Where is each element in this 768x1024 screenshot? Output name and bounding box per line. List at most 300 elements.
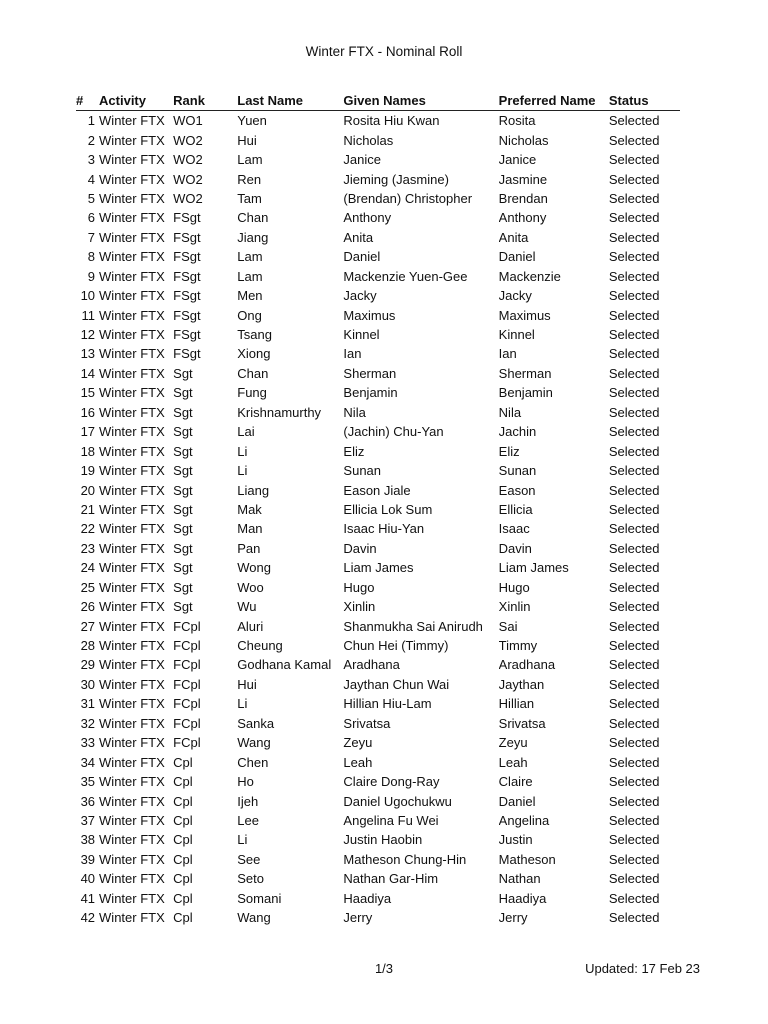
cell-rank: Sgt <box>173 463 193 479</box>
cell-preferred-name: Xinlin <box>498 599 531 615</box>
table-row <box>76 383 680 402</box>
cell-given-names: Eason Jiale <box>343 482 411 498</box>
cell-rank: FSgt <box>173 346 201 362</box>
cell-given-names: Daniel Ugochukwu <box>343 793 452 809</box>
table-row <box>76 772 680 791</box>
table-row <box>76 325 680 344</box>
cell-activity: Winter FTX <box>99 268 165 284</box>
cell-activity: Winter FTX <box>99 851 165 867</box>
cell-given-names: Angelina Fu Wei <box>343 812 439 828</box>
cell-status: Selected <box>608 288 660 304</box>
cell-activity: Winter FTX <box>99 793 165 809</box>
table-row <box>76 578 680 597</box>
table-row <box>76 403 680 422</box>
cell-preferred-name: Hillian <box>498 696 535 712</box>
cell-number: 37 <box>80 812 96 828</box>
cell-activity: Winter FTX <box>99 249 165 265</box>
cell-preferred-name: Davin <box>498 540 532 556</box>
cell-activity: Winter FTX <box>99 560 165 576</box>
cell-number: 32 <box>80 715 96 731</box>
cell-preferred-name: Isaac <box>498 521 530 537</box>
table-row <box>76 344 680 363</box>
cell-rank: FSgt <box>173 268 201 284</box>
cell-activity: Winter FTX <box>99 638 165 654</box>
cell-given-names: Anthony <box>343 210 392 226</box>
table-row <box>76 150 680 169</box>
cell-last-name: Wu <box>237 599 257 615</box>
cell-status: Selected <box>608 307 660 323</box>
cell-activity: Winter FTX <box>99 501 165 517</box>
table-row <box>76 714 680 733</box>
cell-activity: Winter FTX <box>99 327 165 343</box>
cell-activity: Winter FTX <box>99 540 165 556</box>
cell-number: 1 <box>87 113 96 129</box>
cell-number: 30 <box>80 676 96 692</box>
cell-rank: Sgt <box>173 599 193 615</box>
table-row <box>76 675 680 694</box>
cell-activity: Winter FTX <box>99 346 165 362</box>
cell-number: 6 <box>87 210 96 226</box>
page-title: Winter FTX - Nominal Roll <box>305 44 463 59</box>
cell-number: 20 <box>80 482 96 498</box>
cell-rank: Cpl <box>173 871 193 887</box>
column-header-given-names: Given Names <box>343 91 498 111</box>
cell-activity: Winter FTX <box>99 463 165 479</box>
cell-last-name: Fung <box>237 385 267 401</box>
cell-rank: WO2 <box>173 132 203 148</box>
cell-activity: Winter FTX <box>99 443 165 459</box>
table-row <box>76 791 680 810</box>
table-row <box>76 111 680 131</box>
cell-preferred-name: Zeyu <box>498 735 528 751</box>
table-row <box>76 286 680 305</box>
cell-preferred-name: Jacky <box>498 288 532 304</box>
cell-last-name: Somani <box>237 890 282 906</box>
cell-preferred-name: Sai <box>498 618 518 634</box>
table-row <box>76 733 680 752</box>
cell-activity: Winter FTX <box>99 812 165 828</box>
cell-given-names: Matheson Chung-Hin <box>343 851 467 867</box>
cell-given-names: Hugo <box>343 579 375 595</box>
cell-number: 27 <box>80 618 96 634</box>
cell-rank: Sgt <box>173 521 193 537</box>
cell-last-name: Man <box>237 521 263 537</box>
cell-last-name: Lam <box>237 268 263 284</box>
cell-last-name: Wang <box>237 735 271 751</box>
cell-number: 19 <box>80 463 96 479</box>
cell-given-names: Anita <box>343 229 374 245</box>
cell-number: 9 <box>87 268 96 284</box>
cell-given-names: Justin Haobin <box>343 832 423 848</box>
table-row <box>76 480 680 499</box>
cell-last-name: Tsang <box>237 327 272 343</box>
cell-rank: FCpl <box>173 715 201 731</box>
cell-status: Selected <box>608 657 660 673</box>
cell-number: 35 <box>80 774 96 790</box>
cell-last-name: Mak <box>237 501 262 517</box>
cell-given-names: Sherman <box>343 365 397 381</box>
cell-status: Selected <box>608 152 660 168</box>
cell-preferred-name: Kinnel <box>498 327 535 343</box>
cell-activity: Winter FTX <box>99 832 165 848</box>
cell-last-name: Chen <box>237 754 269 770</box>
table-row <box>76 519 680 538</box>
cell-status: Selected <box>608 482 660 498</box>
cell-activity: Winter FTX <box>99 579 165 595</box>
cell-given-names: Zeyu <box>343 735 373 751</box>
cell-preferred-name: Benjamin <box>498 385 553 401</box>
cell-preferred-name: Matheson <box>498 851 556 867</box>
cell-last-name: Sanka <box>237 715 275 731</box>
cell-preferred-name: Nila <box>498 404 522 420</box>
cell-last-name: Ho <box>237 774 254 790</box>
cell-activity: Winter FTX <box>99 404 165 420</box>
cell-preferred-name: Jerry <box>498 910 528 926</box>
cell-status: Selected <box>608 385 660 401</box>
table-row <box>76 208 680 227</box>
cell-activity: Winter FTX <box>99 676 165 692</box>
table-row <box>76 267 680 286</box>
cell-last-name: Chan <box>237 210 269 226</box>
cell-given-names: Hillian Hiu-Lam <box>343 696 432 712</box>
cell-given-names: Kinnel <box>343 327 380 343</box>
cell-last-name: Hui <box>237 676 257 692</box>
cell-rank: Cpl <box>173 851 193 867</box>
cell-last-name: Li <box>237 443 248 459</box>
cell-rank: Sgt <box>173 560 193 576</box>
cell-status: Selected <box>608 793 660 809</box>
cell-given-names: (Brendan) Christopher <box>343 190 473 206</box>
cell-rank: FSgt <box>173 210 201 226</box>
cell-number: 31 <box>80 696 96 712</box>
cell-rank: FSgt <box>173 327 201 343</box>
cell-given-names: Benjamin <box>343 385 398 401</box>
column-header-number: # <box>76 91 95 111</box>
cell-activity: Winter FTX <box>99 482 165 498</box>
cell-activity: Winter FTX <box>99 871 165 887</box>
cell-given-names: Jerry <box>343 910 373 926</box>
cell-number: 29 <box>80 657 96 673</box>
cell-number: 33 <box>80 735 96 751</box>
cell-number: 16 <box>80 404 96 420</box>
cell-status: Selected <box>608 190 660 206</box>
cell-status: Selected <box>608 851 660 867</box>
cell-preferred-name: Eason <box>498 482 536 498</box>
cell-activity: Winter FTX <box>99 715 165 731</box>
column-header-rank: Rank <box>173 91 237 111</box>
cell-last-name: Lee <box>237 812 259 828</box>
cell-given-names: Jaythan Chun Wai <box>343 676 450 692</box>
table-row <box>76 461 680 480</box>
cell-number: 4 <box>87 171 96 187</box>
cell-rank: Cpl <box>173 774 193 790</box>
cell-activity: Winter FTX <box>99 696 165 712</box>
cell-activity: Winter FTX <box>99 385 165 401</box>
cell-last-name: Li <box>237 463 248 479</box>
cell-given-names: Daniel <box>343 249 381 265</box>
cell-preferred-name: Aradhana <box>498 657 556 673</box>
cell-status: Selected <box>608 696 660 712</box>
cell-status: Selected <box>608 132 660 148</box>
table-row <box>76 908 680 927</box>
cell-status: Selected <box>608 774 660 790</box>
table-row <box>76 500 680 519</box>
cell-preferred-name: Ian <box>498 346 517 362</box>
cell-activity: Winter FTX <box>99 424 165 440</box>
page-indicator: 1/3 <box>374 961 394 976</box>
table-row <box>76 539 680 558</box>
cell-rank: Sgt <box>173 443 193 459</box>
cell-number: 11 <box>81 307 96 323</box>
cell-activity: Winter FTX <box>99 521 165 537</box>
cell-number: 24 <box>80 560 96 576</box>
cell-rank: Cpl <box>173 910 193 926</box>
cell-last-name: Ren <box>237 171 262 187</box>
cell-given-names: Chun Hei (Timmy) <box>343 638 449 654</box>
table-row <box>76 889 680 908</box>
cell-number: 40 <box>80 871 96 887</box>
cell-last-name: Jiang <box>237 229 269 245</box>
cell-number: 26 <box>80 599 96 615</box>
cell-preferred-name: Mackenzie <box>498 268 561 284</box>
cell-rank: Sgt <box>173 424 193 440</box>
cell-preferred-name: Sunan <box>498 463 537 479</box>
column-header-preferred-name: Preferred Name <box>499 91 609 111</box>
cell-number: 15 <box>80 385 96 401</box>
cell-status: Selected <box>608 404 660 420</box>
cell-rank: Cpl <box>173 793 193 809</box>
cell-activity: Winter FTX <box>99 774 165 790</box>
cell-status: Selected <box>608 443 660 459</box>
cell-status: Selected <box>608 638 660 654</box>
cell-activity: Winter FTX <box>99 890 165 906</box>
cell-given-names: Shanmukha Sai Anirudh <box>343 618 483 634</box>
cell-last-name: Seto <box>237 871 264 887</box>
cell-preferred-name: Justin <box>498 832 533 848</box>
cell-status: Selected <box>608 210 660 226</box>
cell-status: Selected <box>608 365 660 381</box>
cell-status: Selected <box>608 540 660 556</box>
cell-rank: WO1 <box>173 113 203 129</box>
cell-number: 7 <box>87 229 96 245</box>
cell-rank: FSgt <box>173 288 201 304</box>
cell-status: Selected <box>608 890 660 906</box>
cell-given-names: Liam James <box>343 560 414 576</box>
cell-preferred-name: Nathan <box>498 871 541 887</box>
cell-status: Selected <box>608 268 660 284</box>
cell-activity: Winter FTX <box>99 132 165 148</box>
cell-preferred-name: Anthony <box>498 210 547 226</box>
cell-status: Selected <box>608 735 660 751</box>
cell-rank: Sgt <box>173 482 193 498</box>
cell-status: Selected <box>608 521 660 537</box>
cell-status: Selected <box>608 676 660 692</box>
table-body <box>76 111 680 928</box>
cell-activity: Winter FTX <box>99 599 165 615</box>
cell-rank: FSgt <box>173 249 201 265</box>
cell-status: Selected <box>608 715 660 731</box>
cell-status: Selected <box>608 599 660 615</box>
table-row <box>76 869 680 888</box>
cell-given-names: Claire Dong-Ray <box>343 774 440 790</box>
cell-rank: Sgt <box>173 579 193 595</box>
cell-last-name: Li <box>237 832 248 848</box>
cell-given-names: Mackenzie Yuen-Gee <box>343 268 468 284</box>
cell-status: Selected <box>608 560 660 576</box>
nominal-roll-table <box>76 91 680 927</box>
cell-last-name: Lam <box>237 249 263 265</box>
cell-last-name: See <box>237 851 261 867</box>
cell-rank: WO2 <box>173 152 203 168</box>
table-row <box>76 850 680 869</box>
cell-last-name: Men <box>237 288 263 304</box>
cell-preferred-name: Janice <box>498 152 537 168</box>
cell-rank: FSgt <box>173 229 201 245</box>
column-header-status: Status <box>609 91 680 111</box>
cell-preferred-name: Anita <box>498 229 529 245</box>
cell-activity: Winter FTX <box>99 735 165 751</box>
cell-number: 17 <box>80 424 96 440</box>
cell-given-names: Nila <box>343 404 366 420</box>
table-row <box>76 189 680 208</box>
cell-last-name: Lai <box>237 424 255 440</box>
cell-number: 5 <box>87 190 96 206</box>
cell-preferred-name: Jasmine <box>498 171 548 187</box>
cell-preferred-name: Rosita <box>498 113 536 129</box>
cell-preferred-name: Jachin <box>498 424 537 440</box>
cell-last-name: Krishnamurthy <box>237 404 322 420</box>
table-row <box>76 811 680 830</box>
cell-given-names: Davin <box>343 540 377 556</box>
cell-last-name: Yuen <box>237 113 267 129</box>
table-row <box>76 597 680 616</box>
cell-last-name: Ong <box>237 307 262 323</box>
cell-number: 28 <box>80 638 96 654</box>
table-row <box>76 169 680 188</box>
cell-number: 8 <box>87 249 96 265</box>
cell-status: Selected <box>608 346 660 362</box>
table-row <box>76 558 680 577</box>
cell-rank: FCpl <box>173 657 201 673</box>
table-row <box>76 228 680 247</box>
cell-activity: Winter FTX <box>99 910 165 926</box>
cell-given-names: Sunan <box>343 463 382 479</box>
table-header-row <box>76 91 680 111</box>
cell-preferred-name: Daniel <box>498 249 536 265</box>
cell-given-names: Eliz <box>343 443 365 459</box>
cell-preferred-name: Jaythan <box>498 676 545 692</box>
table-row <box>76 364 680 383</box>
table-row <box>76 130 680 149</box>
cell-last-name: Ijeh <box>237 793 259 809</box>
table-row <box>76 305 680 324</box>
cell-last-name: Aluri <box>237 618 264 634</box>
cell-status: Selected <box>608 910 660 926</box>
cell-activity: Winter FTX <box>99 307 165 323</box>
cell-preferred-name: Ellicia <box>498 501 533 517</box>
column-header-last-name: Last Name <box>237 91 343 111</box>
cell-given-names: Ellicia Lok Sum <box>343 501 433 517</box>
cell-number: 41 <box>80 890 96 906</box>
cell-last-name: Pan <box>237 540 261 556</box>
cell-number: 10 <box>80 288 96 304</box>
cell-last-name: Hui <box>237 132 257 148</box>
cell-rank: FCpl <box>173 638 201 654</box>
cell-preferred-name: Leah <box>498 754 528 770</box>
cell-activity: Winter FTX <box>99 190 165 206</box>
updated-date: Updated: 17 Feb 23 <box>585 961 700 976</box>
table-row <box>76 441 680 460</box>
cell-last-name: Tam <box>237 190 262 206</box>
table-row <box>76 655 680 674</box>
cell-rank: Cpl <box>173 832 193 848</box>
cell-rank: Cpl <box>173 890 193 906</box>
cell-number: 21 <box>80 501 96 517</box>
cell-given-names: Janice <box>343 152 381 168</box>
cell-rank: FCpl <box>173 676 201 692</box>
cell-preferred-name: Sherman <box>498 365 552 381</box>
cell-status: Selected <box>608 171 660 187</box>
cell-given-names: (Jachin) Chu-Yan <box>343 424 444 440</box>
cell-number: 14 <box>80 365 96 381</box>
cell-number: 39 <box>80 851 96 867</box>
cell-given-names: Ian <box>343 346 362 362</box>
cell-last-name: Cheung <box>237 638 283 654</box>
cell-preferred-name: Srivatsa <box>498 715 546 731</box>
cell-given-names: Nathan Gar-Him <box>343 871 439 887</box>
cell-status: Selected <box>608 812 660 828</box>
cell-given-names: Rosita Hiu Kwan <box>343 113 440 129</box>
cell-given-names: Jacky <box>343 288 377 304</box>
table-row <box>76 247 680 266</box>
cell-number: 18 <box>80 443 96 459</box>
cell-activity: Winter FTX <box>99 754 165 770</box>
cell-preferred-name: Liam James <box>498 560 569 576</box>
cell-preferred-name: Brendan <box>498 190 548 206</box>
cell-last-name: Wang <box>237 910 271 926</box>
cell-rank: Sgt <box>173 501 193 517</box>
cell-rank: WO2 <box>173 171 203 187</box>
cell-status: Selected <box>608 754 660 770</box>
cell-status: Selected <box>608 501 660 517</box>
cell-activity: Winter FTX <box>99 365 165 381</box>
table-row <box>76 616 680 635</box>
cell-rank: WO2 <box>173 190 203 206</box>
cell-given-names: Maximus <box>343 307 396 323</box>
cell-last-name: Wong <box>237 560 271 576</box>
cell-status: Selected <box>608 229 660 245</box>
cell-rank: Sgt <box>173 365 193 381</box>
cell-rank: Cpl <box>173 754 193 770</box>
cell-rank: Sgt <box>173 385 193 401</box>
table-row <box>76 694 680 713</box>
cell-activity: Winter FTX <box>99 152 165 168</box>
cell-status: Selected <box>608 871 660 887</box>
cell-preferred-name: Claire <box>498 774 533 790</box>
cell-number: 34 <box>80 754 96 770</box>
cell-preferred-name: Eliz <box>498 443 520 459</box>
cell-status: Selected <box>608 832 660 848</box>
cell-activity: Winter FTX <box>99 657 165 673</box>
cell-activity: Winter FTX <box>99 288 165 304</box>
cell-status: Selected <box>608 249 660 265</box>
cell-preferred-name: Hugo <box>498 579 530 595</box>
cell-rank: FSgt <box>173 307 201 323</box>
cell-number: 38 <box>80 832 96 848</box>
table-row <box>76 422 680 441</box>
cell-number: 25 <box>80 579 96 595</box>
cell-given-names: Nicholas <box>343 132 394 148</box>
